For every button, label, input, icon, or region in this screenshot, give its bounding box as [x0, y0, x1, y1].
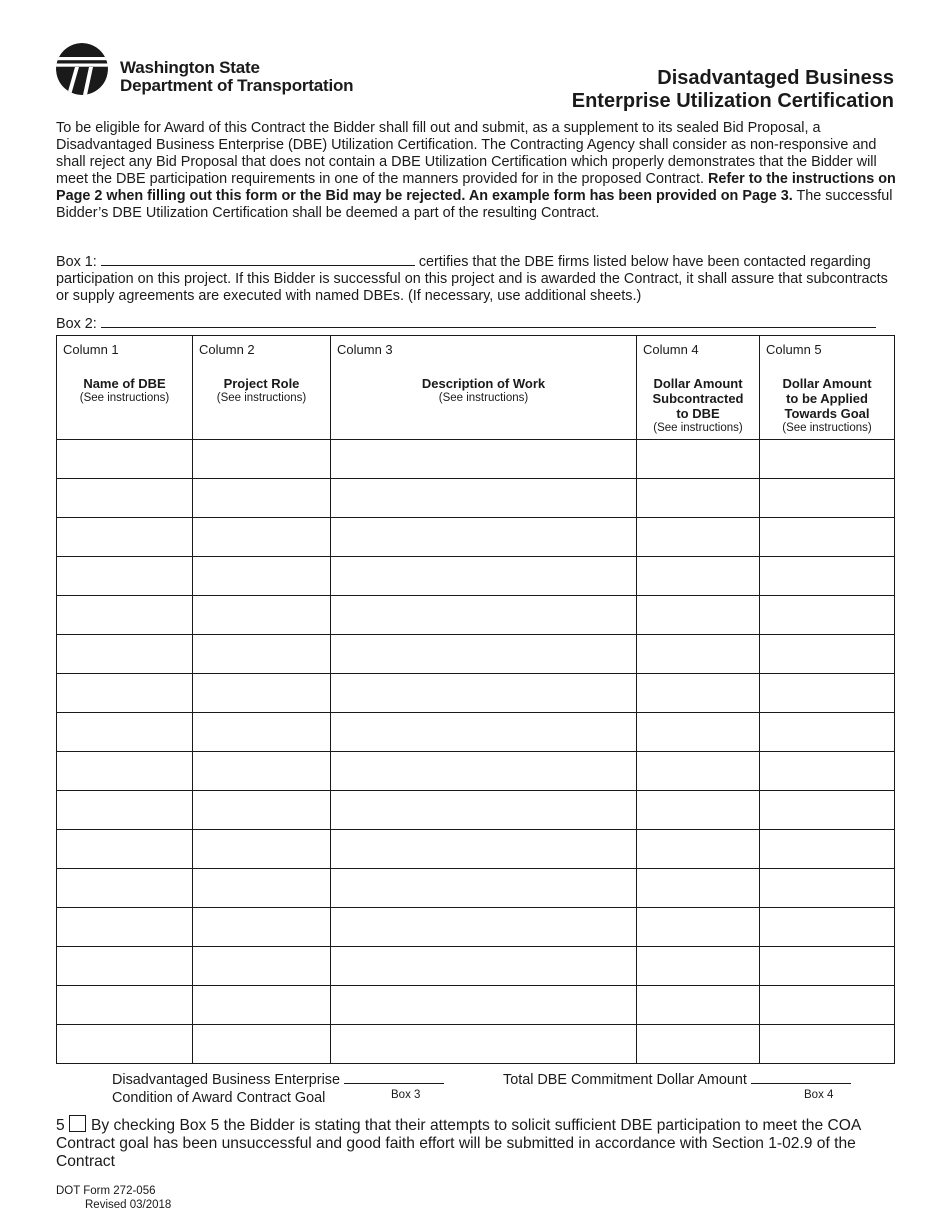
box5-statement	[56, 1115, 896, 1171]
table-cell-column-2[interactable]	[193, 908, 331, 947]
table-cell-column-5[interactable]	[760, 557, 895, 596]
table-row	[57, 869, 895, 908]
table-cell-column-3[interactable]	[331, 1025, 637, 1064]
column-4-sub: (See instructions)	[653, 422, 743, 434]
table-cell-column-1[interactable]	[57, 518, 193, 557]
table-cell-column-1[interactable]	[57, 1025, 193, 1064]
table-cell-column-1[interactable]	[57, 986, 193, 1025]
intro-bold-instruction: Refer to the instructions on Page 2 when filling out this form or the Bid may be rejected. An example form has been provided on Page 3.	[56, 171, 896, 204]
box2-label: Box 2:	[56, 316, 97, 332]
table-cell-column-1[interactable]	[57, 596, 193, 635]
table-cell-column-5[interactable]	[760, 596, 895, 635]
box3-field[interactable]	[344, 1069, 444, 1084]
table-cell-column-3[interactable]	[331, 830, 637, 869]
box1-text: certifies that the DBE firms listed below have been contacted regarding participation on this project. If this Bidder is successful on this project and is awarded the Contract, it shall assure that subcontracts or supply agreements are executed with named DBEs. (If necessary, use additional sheets.)	[56, 254, 888, 304]
table-cell-column-5[interactable]	[760, 674, 895, 713]
table-cell-column-3[interactable]	[331, 752, 637, 791]
table-cell-column-2[interactable]	[193, 947, 331, 986]
form-title	[572, 67, 894, 113]
column-3-title: Description of Work	[421, 376, 546, 391]
column-1-header	[57, 336, 193, 440]
table-cell-column-4[interactable]	[637, 557, 760, 596]
table-row	[57, 518, 895, 557]
table-cell-column-2[interactable]	[193, 713, 331, 752]
form-footer	[56, 1184, 171, 1212]
table-cell-column-1[interactable]	[57, 869, 193, 908]
coa-goal-label-1: Disadvantaged Business Enterprise	[112, 1072, 340, 1088]
table-row	[57, 440, 895, 479]
table-cell-column-5[interactable]	[760, 1025, 895, 1064]
table-cell-column-1[interactable]	[57, 674, 193, 713]
column-5-header	[760, 336, 895, 440]
table-cell-column-4[interactable]	[637, 908, 760, 947]
table-cell-column-2[interactable]	[193, 830, 331, 869]
table-cell-column-4[interactable]	[637, 986, 760, 1025]
table-cell-column-2[interactable]	[193, 869, 331, 908]
table-row	[57, 752, 895, 791]
table-row	[57, 635, 895, 674]
column-3-header	[331, 336, 637, 440]
total-commitment-block	[503, 1069, 851, 1089]
table-row	[57, 557, 895, 596]
table-cell-column-4[interactable]	[637, 479, 760, 518]
table-cell-column-2[interactable]	[193, 791, 331, 830]
intro-text-1: To be eligible for Award of this Contract the Bidder shall fill out and submit, as a supplement to its sealed Bid Proposal, a Disadvantaged Business Enterprise (DBE) Utilization Certification. The Contracting Agency shall consider as non-responsive and shall reject any Bid Proposal that does not contain a DBE Utilization Certification which properly demonstrates that the Bidder will meet the DBE participation requirements in one of the manners provided for in the proposed Contract.	[56, 120, 877, 187]
table-cell-column-1[interactable]	[57, 479, 193, 518]
table-cell-column-4[interactable]	[637, 713, 760, 752]
table-cell-column-3[interactable]	[331, 557, 637, 596]
table-row	[57, 908, 895, 947]
table-cell-column-2[interactable]	[193, 440, 331, 479]
dbe-table	[56, 335, 895, 1064]
box5-text: By checking Box 5 the Bidder is stating that their attempts to solicit sufficient DBE participation to meet the COA Contract goal has been unsuccessful and good faith effort will be submitted in accordance with Section 1-02.9 of the Contract	[56, 1117, 861, 1170]
intro-paragraph	[56, 120, 896, 222]
column-5-number: Column 5	[766, 342, 822, 357]
table-cell-column-3[interactable]	[331, 947, 637, 986]
table-cell-column-2[interactable]	[193, 479, 331, 518]
table-cell-column-4[interactable]	[637, 791, 760, 830]
column-2-number: Column 2	[199, 342, 255, 357]
table-cell-column-2[interactable]	[193, 674, 331, 713]
column-2-header	[193, 336, 331, 440]
column-2-title: Project Role	[223, 376, 300, 391]
table-cell-column-5[interactable]	[760, 440, 895, 479]
table-cell-column-5[interactable]	[760, 908, 895, 947]
table-cell-column-1[interactable]	[57, 557, 193, 596]
column-4-header	[637, 336, 760, 440]
column-5-title: Dollar Amount to be Applied Towards Goal	[782, 376, 872, 421]
box4-field[interactable]	[751, 1069, 851, 1084]
table-cell-column-3[interactable]	[331, 518, 637, 557]
table-row	[57, 596, 895, 635]
form-number: DOT Form 272-056	[56, 1185, 156, 1197]
column-3-sub: (See instructions)	[438, 392, 529, 404]
table-cell-column-3[interactable]	[331, 596, 637, 635]
table-cell-column-3[interactable]	[331, 986, 637, 1025]
table-cell-column-1[interactable]	[57, 791, 193, 830]
form-revised-date: Revised 03/2018	[85, 1199, 172, 1211]
table-cell-column-1[interactable]	[57, 635, 193, 674]
table-cell-column-5[interactable]	[760, 518, 895, 557]
intro-text-2: The successful Bidder’s DBE Utilization Certification shall be deemed a part of the resulting Contract.	[56, 188, 893, 221]
table-cell-column-3[interactable]	[331, 674, 637, 713]
table-cell-column-2[interactable]	[193, 518, 331, 557]
table-cell-column-4[interactable]	[637, 635, 760, 674]
box1-label: Box 1:	[56, 254, 97, 270]
table-cell-column-5[interactable]	[760, 830, 895, 869]
form-title-line-2: Enterprise Utilization Certification	[571, 90, 894, 112]
table-cell-column-4[interactable]	[637, 752, 760, 791]
table-cell-column-3[interactable]	[331, 713, 637, 752]
table-header-row	[57, 336, 895, 440]
table-cell-column-5[interactable]	[760, 869, 895, 908]
table-cell-column-5[interactable]	[760, 791, 895, 830]
coa-goal-block	[112, 1069, 444, 1107]
table-cell-column-4[interactable]	[637, 1025, 760, 1064]
table-cell-column-1[interactable]	[57, 440, 193, 479]
table-cell-column-4[interactable]	[637, 440, 760, 479]
table-cell-column-5[interactable]	[760, 986, 895, 1025]
table-cell-column-4[interactable]	[637, 596, 760, 635]
table-cell-column-1[interactable]	[57, 713, 193, 752]
table-cell-column-3[interactable]	[331, 869, 637, 908]
table-cell-column-2[interactable]	[193, 1025, 331, 1064]
table-cell-column-3[interactable]	[331, 479, 637, 518]
coa-goal-label-2: Condition of Award Contract Goal	[112, 1090, 326, 1106]
table-row	[57, 674, 895, 713]
column-5-sub: (See instructions)	[782, 422, 872, 434]
table-cell-column-4[interactable]	[637, 518, 760, 557]
column-4-number: Column 4	[643, 342, 699, 357]
table-cell-column-4[interactable]	[637, 830, 760, 869]
agency-line-1: Washington State	[120, 58, 260, 77]
table-cell-column-4[interactable]	[637, 869, 760, 908]
column-2-sub: (See instructions)	[216, 392, 307, 404]
table-cell-column-1[interactable]	[57, 908, 193, 947]
box4-label: Box 4	[804, 1089, 834, 1101]
table-cell-column-5[interactable]	[760, 947, 895, 986]
box2-field[interactable]	[101, 313, 876, 328]
wsdot-logo-icon	[56, 43, 108, 95]
table-row	[57, 830, 895, 869]
table-cell-column-5[interactable]	[760, 635, 895, 674]
table-row	[57, 1025, 895, 1064]
box1-certification	[56, 251, 896, 305]
table-cell-column-3[interactable]	[331, 908, 637, 947]
total-commitment-label: Total DBE Commitment Dollar Amount	[503, 1072, 747, 1088]
table-cell-column-2[interactable]	[193, 635, 331, 674]
box1-bidder-name-field[interactable]	[101, 251, 415, 266]
table-cell-column-1[interactable]	[57, 752, 193, 791]
table-row	[57, 791, 895, 830]
form-title-line-1: Disadvantaged Business	[657, 67, 894, 89]
table-row	[57, 713, 895, 752]
table-cell-column-5[interactable]	[760, 479, 895, 518]
table-cell-column-5[interactable]	[760, 752, 895, 791]
table-cell-column-4[interactable]	[637, 947, 760, 986]
table-row	[57, 479, 895, 518]
table-cell-column-1[interactable]	[57, 830, 193, 869]
agency-name	[120, 59, 353, 95]
table-cell-column-3[interactable]	[331, 635, 637, 674]
column-4-title: Dollar Amount Subcontracted to DBE	[652, 376, 744, 421]
table-cell-column-2[interactable]	[193, 557, 331, 596]
table-cell-column-2[interactable]	[193, 986, 331, 1025]
agency-line-2: Department of Transportation	[120, 76, 354, 95]
column-3-number: Column 3	[337, 342, 393, 357]
table-cell-column-2[interactable]	[193, 752, 331, 791]
box2-row	[56, 313, 886, 333]
box5-number: 5	[56, 1117, 65, 1134]
box5-checkbox[interactable]	[69, 1115, 86, 1132]
column-1-number: Column 1	[63, 342, 119, 357]
table-row	[57, 986, 895, 1025]
table-row	[57, 947, 895, 986]
table-cell-column-3[interactable]	[331, 440, 637, 479]
table-cell-column-3[interactable]	[331, 791, 637, 830]
table-cell-column-1[interactable]	[57, 947, 193, 986]
table-cell-column-4[interactable]	[637, 674, 760, 713]
column-1-sub: (See instructions)	[79, 392, 170, 404]
table-body	[57, 440, 895, 1064]
column-1-title: Name of DBE	[83, 376, 166, 391]
box3-label: Box 3	[391, 1089, 421, 1101]
table-cell-column-2[interactable]	[193, 596, 331, 635]
table-cell-column-5[interactable]	[760, 713, 895, 752]
